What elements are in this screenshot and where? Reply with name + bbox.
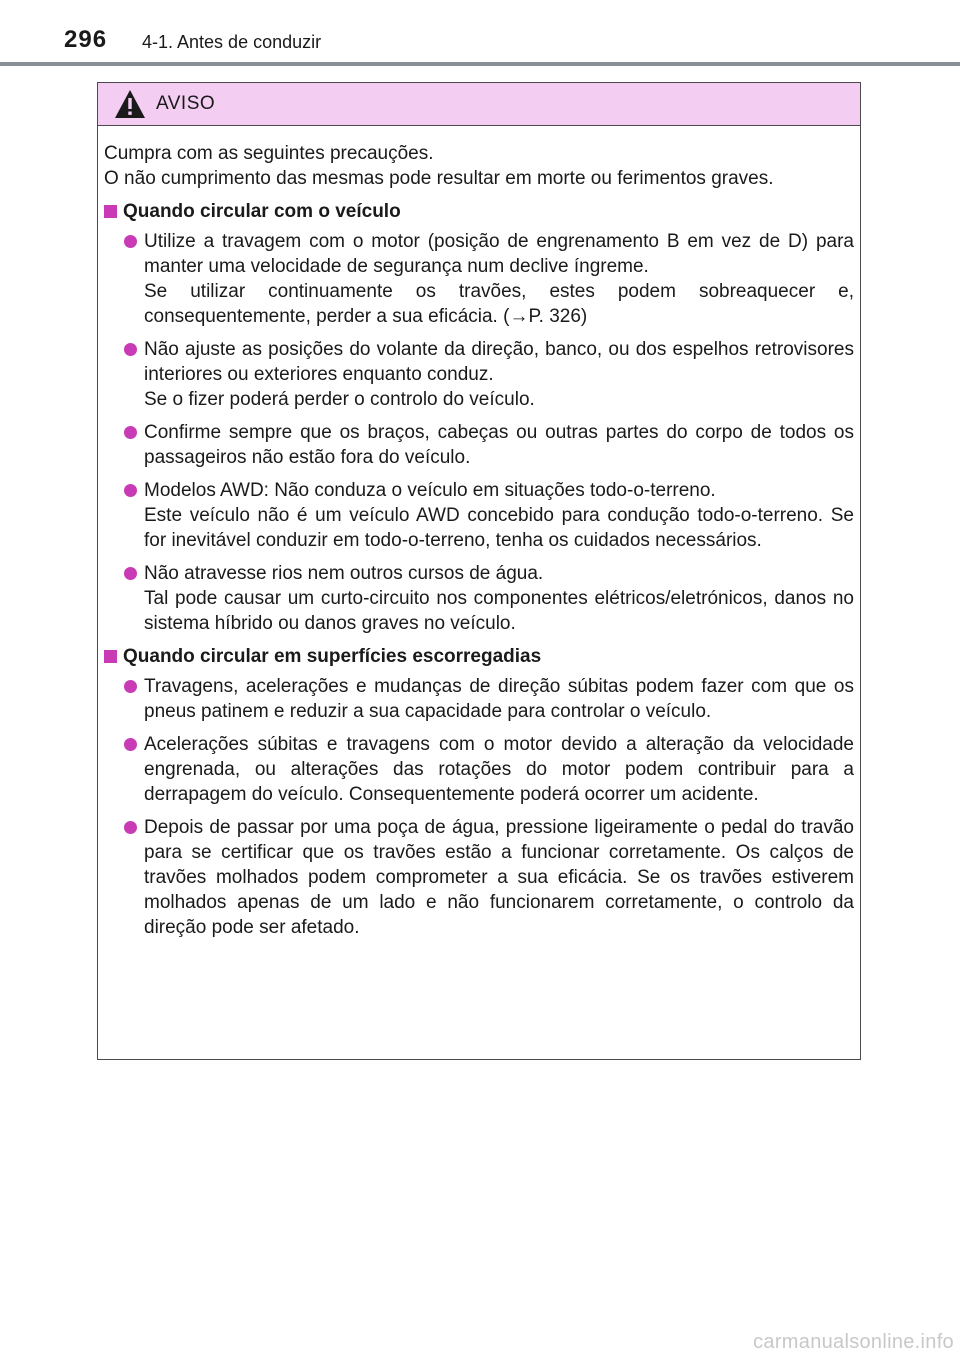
- warning-header: [98, 83, 860, 126]
- list-item-text: [144, 229, 854, 329]
- list-item-text: [144, 420, 854, 470]
- paragraph: Confirme sempre que os braços, cabeças ou outras partes do corpo de todos os passageiros não estão fora do veículo.: [144, 422, 854, 468]
- circle-bullet-icon: [124, 426, 137, 439]
- warning-title: AVISO: [156, 93, 216, 114]
- warning-box: [97, 82, 861, 1060]
- paragraph: Travagens, acelerações e mudanças de direção súbitas podem fazer com que os pneus patinem e reduzir a sua capacidade para controlar o veículo.: [144, 676, 854, 722]
- list-item: [104, 561, 854, 636]
- page-header: [0, 0, 960, 64]
- warning-triangle-icon: [114, 89, 146, 119]
- paragraph: Acelerações súbitas e travagens com o motor devido a alteração da velocidade engrenada, ou alterações das rotações do motor podem contribuir para a derrapagem do veículo. Consequentemente poderá ocorrer um acidente.: [144, 734, 854, 805]
- paragraph: Utilize a travagem com o motor (posição de engrenamento B em vez de D) para manter uma velocidade de segurança num declive íngreme.: [144, 231, 854, 277]
- circle-bullet-icon: [124, 821, 137, 834]
- section-heading-text: Quando circular com o veículo: [123, 201, 401, 222]
- header-rule: [0, 62, 960, 66]
- circle-bullet-icon: [124, 235, 137, 248]
- list-item-text: [144, 337, 854, 412]
- warning-intro: [104, 141, 854, 191]
- square-bullet-icon: [104, 205, 117, 218]
- square-bullet-icon: [104, 650, 117, 663]
- section-title: 4-1. Antes de conduzir: [142, 32, 322, 52]
- list-item: [104, 732, 854, 807]
- list-item-text: [144, 478, 854, 553]
- list-item: [104, 674, 854, 724]
- paragraph: Depois de passar por uma poça de água, pressione ligeiramente o pedal do travão para se certificar que os travões estão a funcionar corretamente. Os calços de travões molhados podem comprometer a sua eficácia. Se os travões estiverem molhados apenas de um lado e não funcionarem corretamente, o controlo da direção pode ser afetado.: [144, 817, 854, 938]
- circle-bullet-icon: [124, 484, 137, 497]
- section-heading-text: Quando circular em superfícies escorregadias: [123, 646, 542, 667]
- paragraph: Este veículo não é um veículo AWD concebido para condução todo-o-terreno. Se for inevitável conduzir em todo-o-terreno, tenha os cuidados necessários.: [144, 505, 854, 551]
- paragraph: Se o fizer poderá perder o controlo do veículo.: [144, 389, 535, 410]
- circle-bullet-icon: [124, 738, 137, 751]
- list-item-text: [144, 732, 854, 807]
- circle-bullet-icon: [124, 343, 137, 356]
- section-driving: [104, 199, 854, 636]
- section-heading: [104, 199, 854, 224]
- watermark: carmanualsonline.info: [753, 1331, 954, 1353]
- circle-bullet-icon: [124, 680, 137, 693]
- list-item: [104, 229, 854, 329]
- section-slippery: [104, 644, 854, 940]
- paragraph: Não ajuste as posições do volante da direção, banco, ou dos espelhos retrovisores interiores ou exteriores enquanto conduz.: [144, 339, 854, 385]
- list-item: [104, 478, 854, 553]
- section-heading: [104, 644, 854, 669]
- list-item-text: [144, 674, 854, 724]
- intro-line: O não cumprimento das mesmas pode resultar em morte ou ferimentos graves.: [104, 168, 774, 189]
- list-item: [104, 337, 854, 412]
- list-item-text: [144, 561, 854, 636]
- paragraph: Não atravesse rios nem outros cursos de água.: [144, 563, 544, 584]
- list-item: [104, 815, 854, 940]
- paragraph: Modelos AWD: Não conduza o veículo em situações todo-o-terreno.: [144, 480, 716, 501]
- page-number: 296: [64, 26, 108, 53]
- warning-body: [104, 141, 854, 948]
- circle-bullet-icon: [124, 567, 137, 580]
- paragraph: Tal pode causar um curto-circuito nos componentes elétricos/eletrónicos, danos no sistema híbrido ou danos graves no veículo.: [144, 588, 854, 634]
- paragraph: Se utilizar continuamente os travões, estes podem sobreaquecer e, consequentemente, perder a sua eficácia. (→P. 326): [144, 281, 854, 327]
- list-item: [104, 420, 854, 470]
- intro-line: Cumpra com as seguintes precauções.: [104, 143, 434, 164]
- list-item-text: [144, 815, 854, 940]
